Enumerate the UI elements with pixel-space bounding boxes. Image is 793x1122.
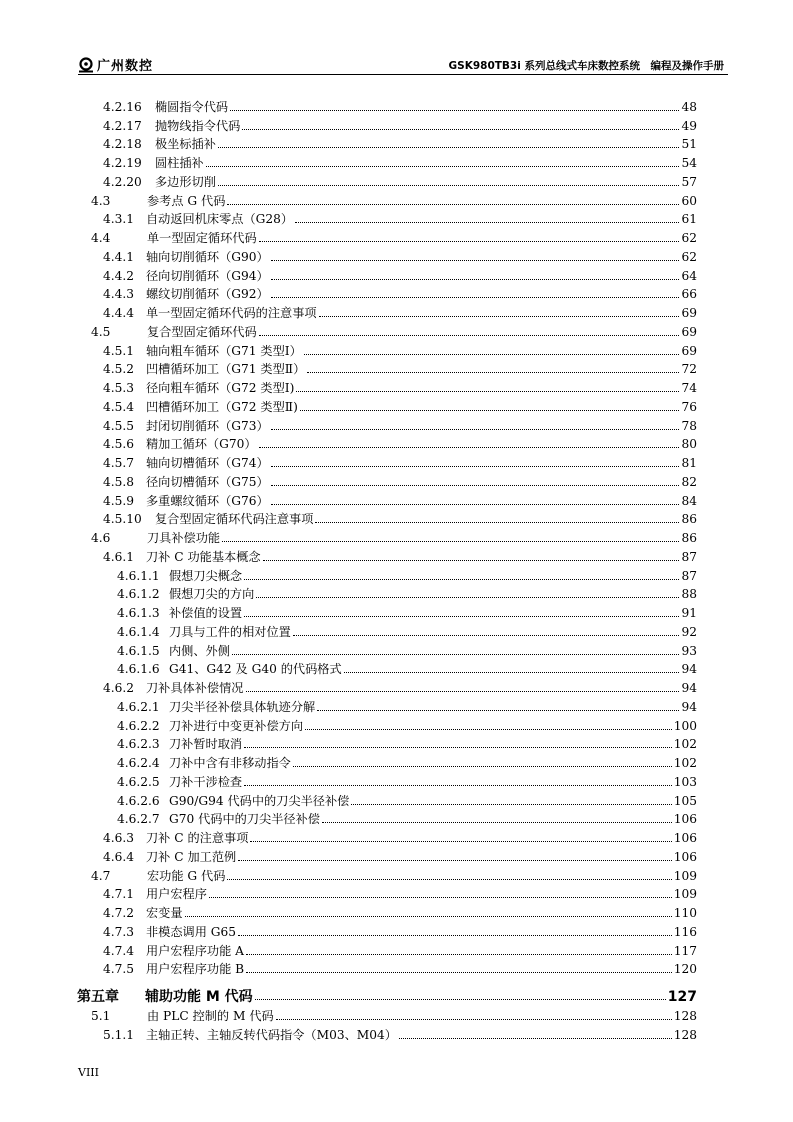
toc-entry[interactable] bbox=[0, 789, 697, 808]
toc-entry[interactable] bbox=[0, 583, 697, 602]
toc-entry-page: 64 bbox=[681, 268, 697, 283]
toc-entry-page: 127 bbox=[667, 989, 697, 1006]
toc-entry-number: 4.7 bbox=[91, 868, 111, 883]
toc-entry-title: 自动返回机床零点（G28） bbox=[146, 212, 294, 227]
toc-leader-dots bbox=[271, 260, 680, 261]
toc-entry-title: 轴向粗车循环（G71 类型Ⅰ） bbox=[146, 343, 302, 358]
toc-entry-number: 4.6.2.4 bbox=[117, 756, 160, 770]
toc-leader-dots bbox=[271, 297, 680, 298]
toc-entry[interactable] bbox=[0, 114, 697, 133]
toc-entry-number: 4.6.3 bbox=[103, 831, 135, 845]
toc-entry[interactable] bbox=[0, 526, 697, 545]
toc-entry-page: 82 bbox=[681, 474, 697, 489]
toc-entry-number: 4.6.2.1 bbox=[117, 699, 160, 714]
toc-entry-number: 4.7.2 bbox=[103, 906, 135, 920]
toc-entry[interactable] bbox=[0, 939, 697, 958]
toc-entry-number: 4.7.1 bbox=[103, 887, 135, 902]
toc-entry-page: 91 bbox=[681, 606, 697, 620]
toc-leader-dots bbox=[242, 129, 679, 130]
toc-entry[interactable] bbox=[0, 489, 697, 508]
toc-entry-number: 4.5.9 bbox=[103, 493, 135, 508]
toc-entry-number: 4.6.1.1 bbox=[117, 568, 160, 583]
toc-entry-number: 4.5.8 bbox=[103, 474, 135, 489]
toc-entry-number: 4.2.17 bbox=[103, 118, 142, 133]
toc-leader-dots bbox=[255, 999, 666, 1000]
gsk-logo bbox=[78, 55, 153, 74]
toc-entry-number: 4.2.16 bbox=[103, 99, 142, 114]
toc-entry[interactable] bbox=[0, 545, 697, 564]
toc-leader-dots bbox=[271, 466, 680, 467]
toc-entry-number: 4.6.2 bbox=[103, 681, 135, 695]
toc-leader-dots bbox=[319, 316, 680, 317]
toc-entry[interactable] bbox=[0, 433, 697, 452]
toc-entry-page: 78 bbox=[681, 418, 697, 433]
toc-entry-title: 辅助功能 M 代码 bbox=[145, 989, 253, 1006]
toc-leader-dots bbox=[351, 804, 671, 805]
toc-leader-dots bbox=[244, 785, 672, 786]
toc-entry-page: 80 bbox=[681, 437, 697, 452]
toc-entry[interactable] bbox=[0, 133, 697, 152]
toc-entry-title: 多重螺纹循环（G76） bbox=[146, 493, 269, 508]
toc-entry-title: 刀补中含有非移动指令 bbox=[169, 756, 291, 770]
toc-entry[interactable] bbox=[0, 601, 697, 620]
toc-entry-title: 参考点 G 代码 bbox=[147, 193, 226, 208]
toc-entry-number: 4.6.2.6 bbox=[117, 793, 160, 808]
toc-entry-title: 假想刀尖的方向 bbox=[169, 587, 255, 602]
toc-entry-number: 4.6.1 bbox=[103, 549, 135, 564]
toc-entry-number: 4.4.3 bbox=[103, 287, 135, 302]
toc-entry-title: 补偿值的设置 bbox=[169, 606, 243, 620]
toc-entry-page: 69 bbox=[681, 306, 697, 320]
toc-leader-dots bbox=[218, 147, 680, 148]
toc-entry[interactable] bbox=[0, 864, 697, 883]
toc-leader-dots bbox=[271, 485, 680, 486]
toc-leader-dots bbox=[300, 410, 680, 411]
header-divider bbox=[78, 74, 728, 75]
toc-leader-dots bbox=[244, 579, 679, 580]
toc-entry-number: 4.7.5 bbox=[103, 962, 135, 977]
toc-entry-number: 4.6.1.6 bbox=[117, 662, 160, 677]
toc-entry-title: 刀补 C 加工范例 bbox=[146, 849, 237, 864]
toc-entry[interactable] bbox=[0, 170, 697, 189]
toc-entry-page: 93 bbox=[681, 643, 697, 658]
toc-entry-title: 圆柱插补 bbox=[155, 156, 204, 170]
toc-entry-page: 109 bbox=[673, 868, 697, 883]
toc-entry[interactable] bbox=[0, 808, 697, 827]
toc-entry[interactable] bbox=[0, 676, 697, 695]
toc-entry-page: 87 bbox=[681, 568, 697, 583]
toc-entry-title: 刀尖半径补偿具体轨迹分解 bbox=[169, 699, 316, 714]
toc-entry-title: 螺纹切削循环（G92） bbox=[146, 287, 269, 302]
toc-entry-title: 刀补暂时取消 bbox=[169, 737, 243, 752]
table-of-contents bbox=[0, 95, 793, 1042]
toc-leader-dots bbox=[244, 616, 679, 617]
toc-entry-page: 66 bbox=[681, 287, 697, 302]
toc-entry-title: 轴向切削循环（G90） bbox=[146, 249, 269, 264]
toc-entry-title: 径向切削循环（G94） bbox=[146, 268, 269, 283]
toc-entry-page: 69 bbox=[681, 343, 697, 358]
toc-entry-title: G90/G94 代码中的刀尖半径补偿 bbox=[169, 793, 350, 808]
toc-entry-title: 由 PLC 控制的 M 代码 bbox=[147, 1009, 274, 1023]
toc-entry-number: 4.5 bbox=[91, 324, 111, 339]
toc-entry-number: 4.7.4 bbox=[103, 943, 135, 958]
toc-entry-title: 极坐标插补 bbox=[155, 137, 216, 152]
toc-entry-number: 4.4.1 bbox=[103, 249, 135, 264]
toc-entry[interactable] bbox=[0, 376, 697, 395]
toc-leader-dots bbox=[232, 654, 680, 655]
toc-entry-title: 非模态调用 G65 bbox=[146, 924, 237, 939]
toc-entry-title: 内侧、外侧 bbox=[169, 643, 230, 658]
toc-leader-dots bbox=[227, 204, 679, 205]
toc-entry-number: 4.2.19 bbox=[103, 156, 142, 170]
toc-entry[interactable] bbox=[0, 770, 697, 789]
toc-entry-page: 54 bbox=[681, 156, 697, 170]
toc-entry-title: 宏功能 G 代码 bbox=[147, 868, 226, 883]
toc-entry-page: 74 bbox=[681, 381, 697, 395]
toc-entry-title: 轴向切槽循环（G74） bbox=[146, 456, 269, 470]
toc-entry-page: 61 bbox=[681, 212, 697, 227]
toc-leader-dots bbox=[271, 429, 680, 430]
toc-entry-number: 4.5.10 bbox=[103, 512, 142, 527]
toc-entry[interactable] bbox=[0, 395, 697, 414]
toc-entry-number: 4.5.2 bbox=[103, 362, 135, 377]
toc-entry-page: 106 bbox=[673, 812, 697, 827]
toc-entry-title: 刀具补偿功能 bbox=[147, 531, 221, 545]
toc-entry-number: 4.2.18 bbox=[103, 137, 142, 152]
toc-leader-dots bbox=[230, 110, 679, 111]
toc-entry[interactable] bbox=[0, 620, 697, 639]
toc-entry-number: 4.5.5 bbox=[103, 418, 135, 433]
toc-entry-page: 109 bbox=[673, 887, 697, 902]
toc-entry-title: 刀补干涉检查 bbox=[169, 774, 243, 789]
toc-entry-page: 110 bbox=[673, 906, 697, 920]
toc-leader-dots bbox=[271, 504, 680, 505]
toc-entry-page: 92 bbox=[681, 624, 697, 639]
toc-leader-dots bbox=[307, 372, 679, 373]
toc-entry[interactable] bbox=[0, 508, 697, 527]
toc-leader-dots bbox=[238, 860, 672, 861]
toc-entry-number: 4.3 bbox=[91, 193, 111, 208]
toc-leader-dots bbox=[250, 841, 671, 842]
toc-entry[interactable] bbox=[0, 264, 697, 283]
toc-entry-title: 刀补进行中变更补偿方向 bbox=[169, 718, 304, 733]
toc-entry-number: 4.5.4 bbox=[103, 399, 135, 414]
toc-entry-page: 120 bbox=[673, 962, 697, 977]
toc-entry-number: 4.6.4 bbox=[103, 849, 135, 864]
toc-leader-dots bbox=[296, 391, 679, 392]
toc-entry-number: 4.6 bbox=[91, 531, 111, 545]
toc-entry-number: 4.5.6 bbox=[103, 437, 135, 452]
toc-entry-number: 4.3.1 bbox=[103, 212, 135, 227]
toc-entry[interactable] bbox=[0, 414, 697, 433]
toc-entry-title: 复合型固定循环代码 bbox=[147, 324, 257, 339]
toc-entry[interactable] bbox=[0, 658, 697, 677]
toc-entry-page: 106 bbox=[673, 849, 697, 864]
gsk-logo-icon bbox=[78, 57, 94, 73]
toc-entry-number: 4.5.3 bbox=[103, 381, 135, 395]
toc-entry-number: 第五章 bbox=[77, 989, 119, 1006]
toc-entry[interactable] bbox=[0, 958, 697, 977]
toc-entry-page: 105 bbox=[673, 793, 697, 808]
toc-entry[interactable] bbox=[0, 226, 697, 245]
toc-leader-dots bbox=[238, 935, 672, 936]
toc-leader-dots bbox=[259, 241, 680, 242]
toc-leader-dots bbox=[256, 597, 679, 598]
toc-entry-title: 抛物线指令代码 bbox=[155, 118, 241, 133]
toc-entry-page: 102 bbox=[673, 756, 697, 770]
page-number: VIII bbox=[78, 1066, 99, 1079]
toc-entry[interactable] bbox=[0, 639, 697, 658]
toc-entry-title: 多边形切削 bbox=[155, 174, 216, 189]
toc-entry-title: 主轴正转、主轴反转代码指令（M03、M04） bbox=[146, 1027, 397, 1042]
toc-leader-dots bbox=[246, 691, 680, 692]
toc-entry[interactable] bbox=[0, 358, 697, 377]
toc-entry-title: G41、G42 及 G40 的代码格式 bbox=[169, 662, 342, 677]
toc-entry-page: 103 bbox=[673, 774, 697, 789]
toc-entry[interactable] bbox=[0, 283, 697, 302]
toc-entry-number: 4.6.1.5 bbox=[117, 643, 160, 658]
toc-entry[interactable] bbox=[0, 245, 697, 264]
toc-entry-page: 100 bbox=[673, 718, 697, 733]
toc-entry-number: 4.7.3 bbox=[103, 924, 135, 939]
toc-entry-number: 5.1 bbox=[91, 1009, 111, 1023]
toc-entry-page: 81 bbox=[681, 456, 697, 470]
manual-title: GSK980TB3i 系列总线式车床数控系统 编程及操作手册 bbox=[448, 60, 724, 72]
toc-leader-dots bbox=[293, 635, 680, 636]
toc-leader-dots bbox=[304, 354, 680, 355]
toc-leader-dots bbox=[271, 279, 680, 280]
toc-leader-dots bbox=[209, 897, 672, 898]
toc-entry-page: 87 bbox=[681, 549, 697, 564]
toc-entry-number: 4.4.4 bbox=[103, 306, 135, 320]
toc-entry[interactable] bbox=[0, 733, 697, 752]
toc-leader-dots bbox=[399, 1038, 672, 1039]
toc-entry-page: 86 bbox=[681, 512, 697, 527]
toc-leader-dots bbox=[227, 879, 671, 880]
toc-entry-title: 用户宏程序 bbox=[146, 887, 207, 902]
toc-entry-title: 复合型固定循环代码注意事项 bbox=[155, 512, 314, 527]
toc-entry-page: 106 bbox=[673, 831, 697, 845]
toc-entry-page: 72 bbox=[681, 362, 697, 377]
toc-entry-page: 49 bbox=[681, 118, 697, 133]
toc-entry[interactable] bbox=[0, 1023, 697, 1042]
toc-entry[interactable] bbox=[0, 189, 697, 208]
toc-leader-dots bbox=[246, 972, 672, 973]
toc-entry-title: 刀补 C 功能基本概念 bbox=[146, 549, 261, 564]
toc-entry-page: 60 bbox=[681, 193, 697, 208]
toc-leader-dots bbox=[293, 766, 672, 767]
toc-leader-dots bbox=[276, 1019, 672, 1020]
toc-leader-dots bbox=[218, 185, 680, 186]
toc-entry-page: 117 bbox=[673, 943, 697, 958]
toc-entry[interactable] bbox=[0, 920, 697, 939]
toc-entry-page: 94 bbox=[681, 681, 697, 695]
toc-entry-title: 用户宏程序功能 A bbox=[146, 943, 244, 958]
toc-entry-page: 62 bbox=[681, 231, 697, 245]
toc-chapter-entry[interactable] bbox=[0, 978, 697, 1004]
toc-entry[interactable] bbox=[0, 695, 697, 714]
toc-entry-number: 4.6.2.5 bbox=[117, 774, 160, 789]
toc-entry[interactable] bbox=[0, 714, 697, 733]
toc-leader-dots bbox=[322, 822, 672, 823]
toc-entry-page: 94 bbox=[681, 699, 697, 714]
toc-entry-title: 封闭切削循环（G73） bbox=[146, 418, 269, 433]
toc-entry-number: 4.2.20 bbox=[103, 174, 142, 189]
toc-entry-page: 128 bbox=[673, 1027, 697, 1042]
toc-entry[interactable] bbox=[0, 901, 697, 920]
toc-entry-title: 精加工循环（G70） bbox=[146, 437, 257, 452]
toc-leader-dots bbox=[244, 747, 672, 748]
toc-leader-dots bbox=[246, 954, 672, 955]
toc-entry-page: 84 bbox=[681, 493, 697, 508]
toc-entry-number: 4.5.7 bbox=[103, 456, 135, 470]
toc-entry-title: 椭圆指令代码 bbox=[155, 99, 229, 114]
toc-entry-title: 单一型固定循环代码的注意事项 bbox=[146, 306, 317, 320]
toc-entry-title: 刀补具体补偿情况 bbox=[146, 681, 244, 695]
toc-entry[interactable] bbox=[0, 826, 697, 845]
toc-entry[interactable] bbox=[0, 845, 697, 864]
toc-entry[interactable] bbox=[0, 470, 697, 489]
toc-entry-number: 4.6.2.2 bbox=[117, 718, 160, 733]
toc-entry-page: 48 bbox=[681, 99, 697, 114]
toc-entry-page: 88 bbox=[681, 587, 697, 602]
toc-entry[interactable] bbox=[0, 301, 697, 320]
toc-entry-page: 102 bbox=[673, 737, 697, 752]
toc-entry[interactable] bbox=[0, 751, 697, 770]
logo-text: 广州数控 bbox=[97, 59, 154, 74]
toc-entry[interactable] bbox=[0, 883, 697, 902]
toc-entry-number: 5.1.1 bbox=[103, 1027, 135, 1042]
toc-entry-number: 4.6.2.3 bbox=[117, 737, 160, 752]
toc-leader-dots bbox=[263, 560, 680, 561]
toc-entry[interactable] bbox=[0, 95, 697, 114]
toc-entry-number: 4.6.1.4 bbox=[117, 624, 160, 639]
toc-leader-dots bbox=[317, 710, 679, 711]
toc-leader-dots bbox=[295, 222, 679, 223]
toc-entry-number: 4.6.1.3 bbox=[117, 606, 160, 620]
toc-leader-dots bbox=[305, 729, 672, 730]
page-header bbox=[78, 52, 728, 74]
toc-leader-dots bbox=[259, 447, 680, 448]
toc-entry-page: 94 bbox=[681, 662, 697, 677]
toc-entry-page: 128 bbox=[673, 1009, 697, 1023]
toc-entry-page: 116 bbox=[673, 924, 697, 939]
toc-entry-page: 69 bbox=[681, 324, 697, 339]
toc-entry-number: 4.6.1.2 bbox=[117, 587, 160, 602]
toc-leader-dots bbox=[315, 522, 679, 523]
toc-entry-page: 86 bbox=[681, 531, 697, 545]
toc-entry[interactable] bbox=[0, 564, 697, 583]
toc-entry-title: 凹槽循环加工（G72 类型Ⅱ) bbox=[146, 399, 298, 414]
toc-entry-title: 刀补 C 的注意事项 bbox=[146, 831, 249, 845]
toc-entry-title: 径向切槽循环（G75） bbox=[146, 474, 269, 489]
toc-entry[interactable] bbox=[0, 451, 697, 470]
toc-leader-dots bbox=[206, 166, 680, 167]
toc-entry-title: 单一型固定循环代码 bbox=[147, 231, 257, 245]
toc-entry-page: 57 bbox=[681, 174, 697, 189]
toc-leader-dots bbox=[222, 541, 679, 542]
toc-entry-page: 62 bbox=[681, 249, 697, 264]
toc-entry[interactable] bbox=[0, 320, 697, 339]
toc-entry-title: 径向粗车循环（G72 类型Ⅰ) bbox=[146, 381, 295, 395]
toc-entry-title: 宏变量 bbox=[146, 906, 183, 920]
toc-entry-title: 凹槽循环加工（G71 类型Ⅱ） bbox=[146, 362, 306, 377]
toc-entry-number: 4.5.1 bbox=[103, 343, 135, 358]
toc-leader-dots bbox=[344, 672, 680, 673]
toc-entry-number: 4.6.2.7 bbox=[117, 812, 160, 827]
toc-entry[interactable] bbox=[0, 208, 697, 227]
toc-entry[interactable] bbox=[0, 151, 697, 170]
toc-entry-number: 4.4 bbox=[91, 231, 111, 245]
toc-entry-page: 51 bbox=[681, 137, 697, 152]
toc-entry-title: G70 代码中的刀尖半径补偿 bbox=[169, 812, 320, 827]
toc-entry-page: 76 bbox=[681, 399, 697, 414]
toc-leader-dots bbox=[259, 335, 680, 336]
toc-entry-title: 用户宏程序功能 B bbox=[146, 962, 245, 977]
toc-entry-title: 假想刀尖概念 bbox=[169, 568, 243, 583]
toc-leader-dots bbox=[185, 916, 672, 917]
toc-entry[interactable] bbox=[0, 339, 697, 358]
toc-entry-number: 4.4.2 bbox=[103, 268, 135, 283]
toc-entry-title: 刀具与工件的相对位置 bbox=[169, 624, 291, 639]
toc-entry[interactable] bbox=[0, 1004, 697, 1023]
